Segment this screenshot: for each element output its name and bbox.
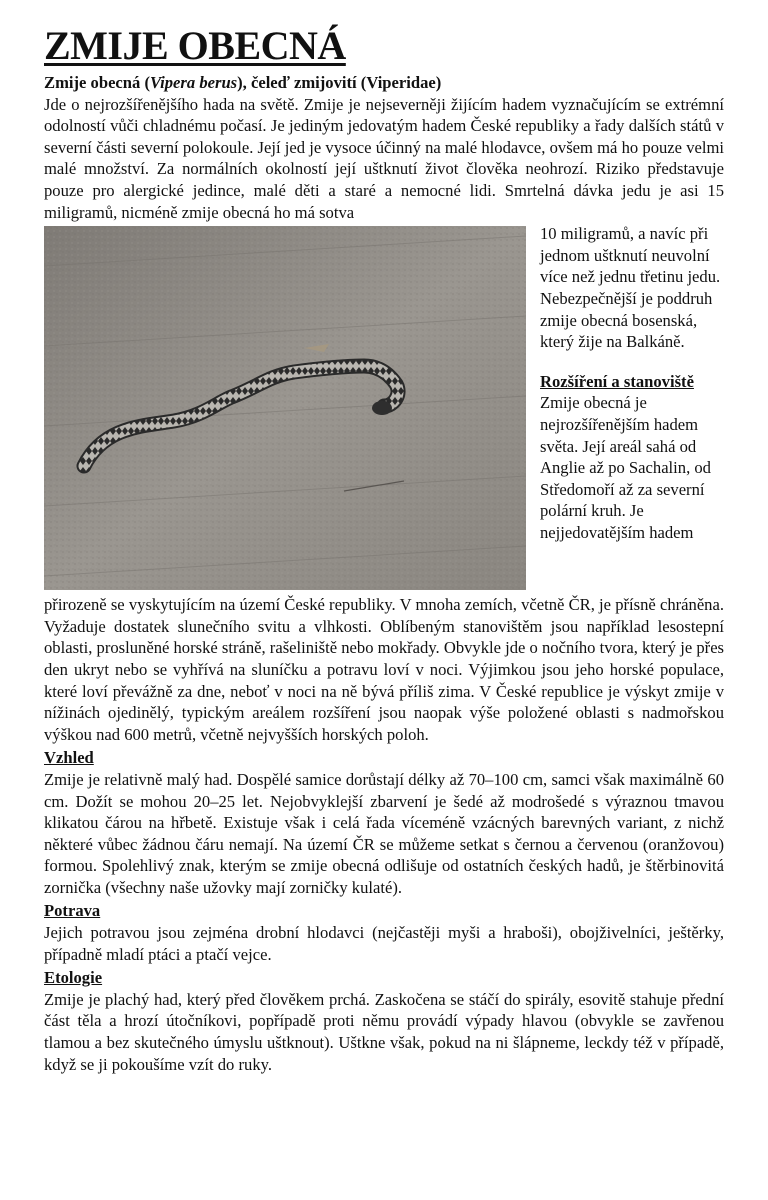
- snake-photo: [44, 226, 526, 590]
- subtitle: [44, 72, 724, 94]
- subtitle-prefix: Zmije obecná (: [44, 73, 150, 92]
- subtitle-latin-name: Vipera berus: [150, 73, 238, 92]
- side-paragraph: 10 miligramů, a navíc při jednom uštknutí neuvolní více než jednu třetinu jedu. Nebezpečnější je poddruh zmije obecná bosenská, který žije na Balkáně.: [540, 224, 721, 352]
- section-heading-vzhled: Vzhled: [44, 748, 94, 768]
- section-heading-rozsireni: Rozšíření a stanoviště: [540, 371, 694, 391]
- snake-head: [372, 401, 392, 415]
- section-side-text-rozsireni: Zmije obecná je nejrozšířenějším hadem světa. Její areál sahá od Anglie až po Sachalin, od Středomoří až za severní polární kruh. Je nejjedovatějším hadem: [540, 393, 711, 542]
- subtitle-suffix: ), čeleď zmijovití (Viperidae): [237, 73, 442, 92]
- section-text-vzhled: Zmije je relativně malý had. Dospělé samice dorůstají délky až 70–100 cm, samci však maximálně 60 cm. Dožít se mohou 20–25 let. Nejobvyklejší zbarvení je šedé až modrošedé s výraznou tmavou klikatou čárou na hřbetě. Existuje však i celá řada víceméně vzácných barevných variant, z nichž některé vůbec žádnou čáru nemají. Na území ČR se můžeme setkat s černou a červenou (oranžovou) formou. Spolehlivý znak, kterým se zmije obecná odlišuje od ostatních českých hadů, je štěrbinovitá zornička (všechny naše užovky mají zorničky kulaté).: [44, 769, 724, 897]
- document-page: [44, 24, 724, 1075]
- section-heading-etologie: Etologie: [44, 968, 103, 988]
- intro-paragraph: Jde o nejrozšířenějšího hada na světě. Zmije je nejseverněji žijícím hadem vyznačujícím se extrémní odolností vůči chladnému počasí. Je jediným jedovatým hadem České republiky a řady dalších států v severní části severní polokoule. Její jed je vysoce účinný na malé hlodavce, ovšem má ho pouze velmi malé množství. Za normálních okolností její uštknutí život člověka neohrozí. Riziko představuje pouze pro alergické jedince, malé děti a staré a nemocné lidi. Smrtelná dávka jedu je asi 15 miligramů, nicméně zmije obecná ho má sotva: [44, 94, 724, 222]
- page-title: ZMIJE OBECNÁ: [44, 23, 346, 68]
- section-text-etologie: Zmije je plachý had, který před člověkem prchá. Zaskočena se stáčí do spirály, esovitě stahuje přední část těla a hrozí útočníkovi, popřípadě proti němu provádí výpady hlavou (obvykle se zavřenou tlamou a bez skutečného úmyslu uštknout). Uštkne však, pokud na ni šlápneme, leckdy též v případě, když se ji pokoušíme vzít do ruky.: [44, 989, 724, 1074]
- section-heading-potrava: Potrava: [44, 901, 101, 921]
- section-text-rozsireni: přirozeně se vyskytujícím na území České republiky. V mnoha zemích, včetně ČR, je přísně chráněna. Vyžaduje dostatek slunečního svitu a vlhkosti. Oblíbeným stanovištěm jsou například lesostepní oblasti, prosluněné horské stráně, rašeliniště nebo mokřady. Obvykle jde o nočního tvora, který je přes den ukryt nebo se vyhřívá na sluníčku a potravu loví v noci. Výjimkou jsou jeho horské populace, které loví převážně za dne, neboť v noci na ně bývá příliš zima. V České republice je výskyt zmije v nížinách ojedinělý, typickým areálem rozšíření jsou naopak výše položené oblasti s nadmořskou výškou nad 600 metrů, včetně nejvyšších horských poloh.: [44, 595, 725, 744]
- section-text-potrava: Jejich potravou jsou zejména drobní hlodavci (nejčastěji myši a hraboši), obojživelníci, ještěrky, případně mladí ptáci a ptačí vejce.: [44, 923, 724, 964]
